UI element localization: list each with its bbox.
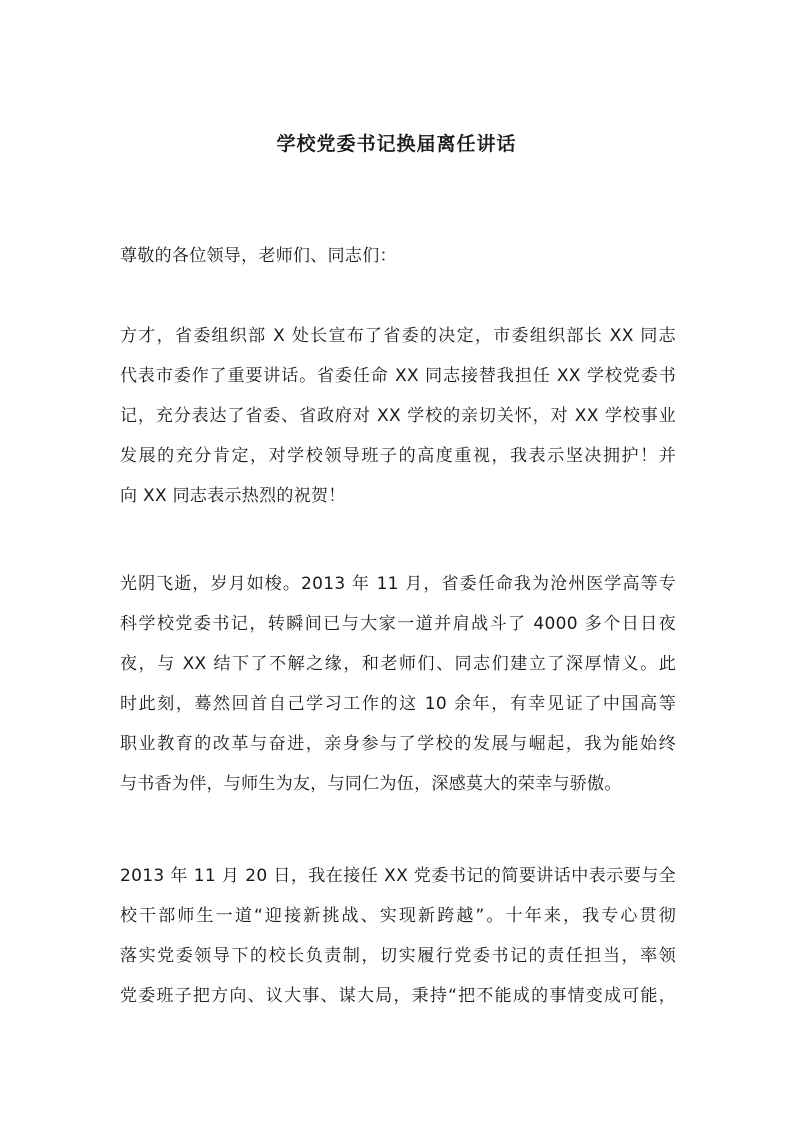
paragraph-line: 党委班子把方向、议大事、谋大局，秉持“把不能成的事情变成可能， [120,986,676,1006]
paragraph-line: 方才，省委组织部 X 处长宣布了省委的决定，市委组织部长 XX 同志 [120,326,676,346]
paragraph-line: 落实党委领导下的校长负责制，切实履行党委书记的责任担当，率领 [120,946,676,966]
paragraph-3 [120,856,676,1016]
paragraph-line: 职业教育的改革与奋进，亲身参与了学校的发展与崛起，我为能始终 [120,734,676,754]
paragraph-2 [120,564,676,804]
paragraph-line: 记，充分表达了省委、省政府对 XX 学校的亲切关怀，对 XX 学校事业 [120,406,676,426]
paragraph-line: 发展的充分肯定，对学校领导班子的高度重视，我表示坚决拥护！并 [120,446,676,466]
paragraph-1 [120,316,676,516]
paragraph-line: 夜，与 XX 结下了不解之缘，和老师们、同志们建立了深厚情义。此 [120,654,676,674]
paragraph-line: 校干部师生一道“迎接新挑战、实现新跨越”。十年来，我专心贯彻 [120,906,676,926]
salutation [120,236,676,276]
salutation-line: 尊敬的各位领导，老师们、同志们： [120,246,397,266]
paragraph-line: 科学校党委书记，转瞬间已与大家一道并肩战斗了 4000 多个日日夜 [120,614,676,634]
paragraph-line: 时此刻，蓦然回首自己学习工作的这 10 余年，有幸见证了中国高等 [120,694,676,714]
paragraph-line: 向 XX 同志表示热烈的祝贺！ [120,486,346,506]
paragraph-line: 与书香为伴，与师生为友，与同仁为伍，深感莫大的荣幸与骄傲。 [120,774,622,794]
paragraph-line: 2013 年 11 月 20 日，我在接任 XX 党委书记的简要讲话中表示要与全 [120,866,676,886]
paragraph-line: 光阴飞逝，岁月如梭。2013 年 11 月，省委任命我为沧州医学高等专 [120,574,676,594]
paragraph-line: 代表市委作了重要讲话。省委任命 XX 同志接替我担任 XX 学校党委书 [120,366,676,386]
document-title: 学校党委书记换届离任讲话 [276,133,517,155]
